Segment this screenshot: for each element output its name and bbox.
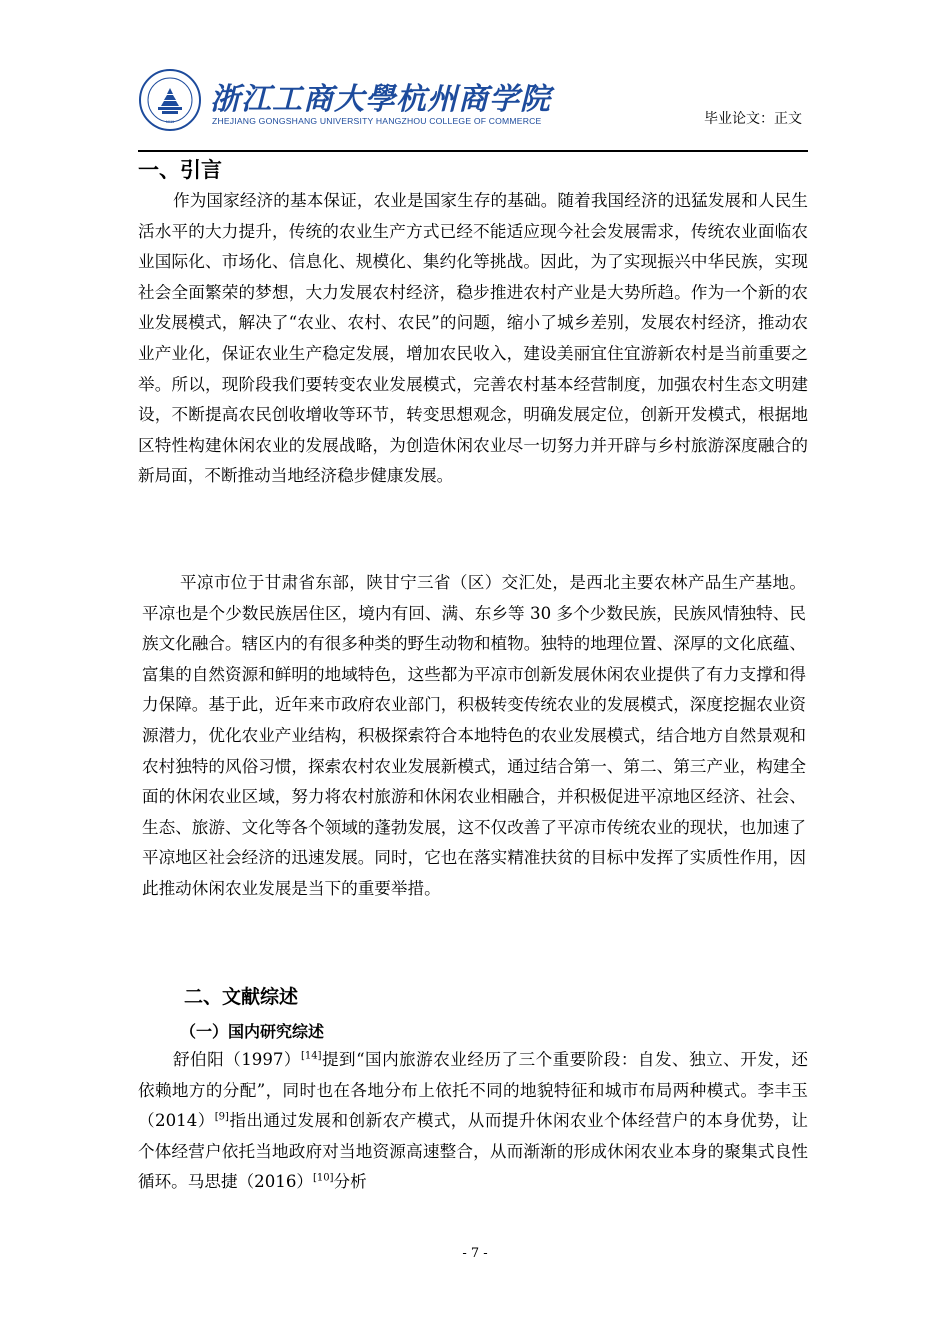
section-heading-introduction: 一、引言 <box>138 158 222 182</box>
text-run: 指出通过发展和创新农产模式，从而提升休闲农业个体经营户的本身优势，让个体经营户依托当地政府对当地资源高速整合，从而渐渐的形成休闲农业本身的聚集式良性循环。马思捷（2016） <box>138 1111 808 1192</box>
section-heading-literature-review: 二、文献综述 <box>184 986 299 1008</box>
citation-ref: [10] <box>312 1172 334 1184</box>
text-run: 提到“国内旅游农业经历了三个重要阶段：自发、独立、开发，还依赖地方的分配”，同时也在各地分布上依托不同的地貌特征和城市布局两种模式。李丰玉（2014） <box>138 1050 808 1131</box>
page-number: - 7 - <box>462 1246 488 1261</box>
header-section-label: 毕业论文：正文 <box>704 111 802 127</box>
university-seal-logo <box>138 68 202 132</box>
literature-paragraph-1 <box>138 1045 808 1198</box>
intro-paragraph-1: 作为国家经济的基本保证，农业是国家生存的基础。随着我国经济的迅猛发展和人民生活水平的大力提升，传统的农业生产方式已经不能适应现今社会发展需求，传统农业面临农业国际化、市场化、信息化、规模化、集约化等挑战。因此，为了实现振兴中华民族，实现社会全面繁荣的梦想，大力发展农村经济，稳步推进农村产业是大势所趋。作为一个新的农业发展模式，解决了“农业、农村、农民”的问题，缩小了城乡差别，发展农村经济，推动农业产业化，保证农业生产稳定发展，增加农民收入，建设美丽宜住宜游新农村是当前重要之举。所以，现阶段我们要转变农业发展模式，完善农村基本经营制度，加强农村生态文明建设，不断提高农民创收增收等环节，转变思想观念，明确发展定位，创新开发模式，根据地区特性构建休闲农业的发展战略，为创造休闲农业尽一切努力并开辟与乡村旅游深度融合的新局面，不断推动当地经济稳步健康发展。 <box>138 191 808 486</box>
university-name-cn: 浙江工商大學杭州商学院 <box>210 82 551 117</box>
subsection-heading-domestic-review: （一）国内研究综述 <box>180 1022 325 1041</box>
page-header <box>138 68 808 150</box>
intro-paragraph-2: 平凉市位于甘肃省东部，陕甘宁三省（区）交汇处，是西北主要农林产品生产基地。平凉也是个少数民族居住区，境内有回、满、东乡等 30 多个少数民族，民族风情独特、民族文化融合。辖区内的有很多种类的野生动物和植物。独特的地理位置、深厚的文化底蕴、富集的自然资源和鲜明的地域特色，这些都为平凉市创新发展休闲农业提供了有力支撑和得力保障。基于此，近年来市政府农业部门，积极转变传统农业的发展模式，深度挖掘农业资源潜力，优化农业产业结构，积极探索符合本地特色的农业发展模式，结合地方自然景观和农村独特的风俗习惯，探索农村农业发展新模式，通过结合第一、第二、第三产业，构建全面的休闲农业区域，努力将农村旅游和休闲农业相融合，并积极促进平凉地区经济、社会、生态、旅游、文化等各个领域的蓬勃发展，这不仅改善了平凉市传统农业的现状，也加速了平凉地区社会经济的迅速发展。同时，它也在落实精准扶贫的目标中发挥了实质性作用，因此推动休闲农业发展是当下的重要举措。 <box>142 573 806 898</box>
citation-ref: [9] <box>214 1111 229 1123</box>
svg-text:1911: 1911 <box>165 119 175 124</box>
citation-ref: [14] <box>300 1050 322 1062</box>
header-divider <box>138 150 808 152</box>
university-name-en: ZHEJIANG GONGSHANG UNIVERSITY HANGZHOU COLLEGE OF COMMERCE <box>212 116 542 126</box>
text-run: 舒伯阳（1997） <box>173 1050 301 1069</box>
text-run: 分析 <box>333 1172 367 1192</box>
